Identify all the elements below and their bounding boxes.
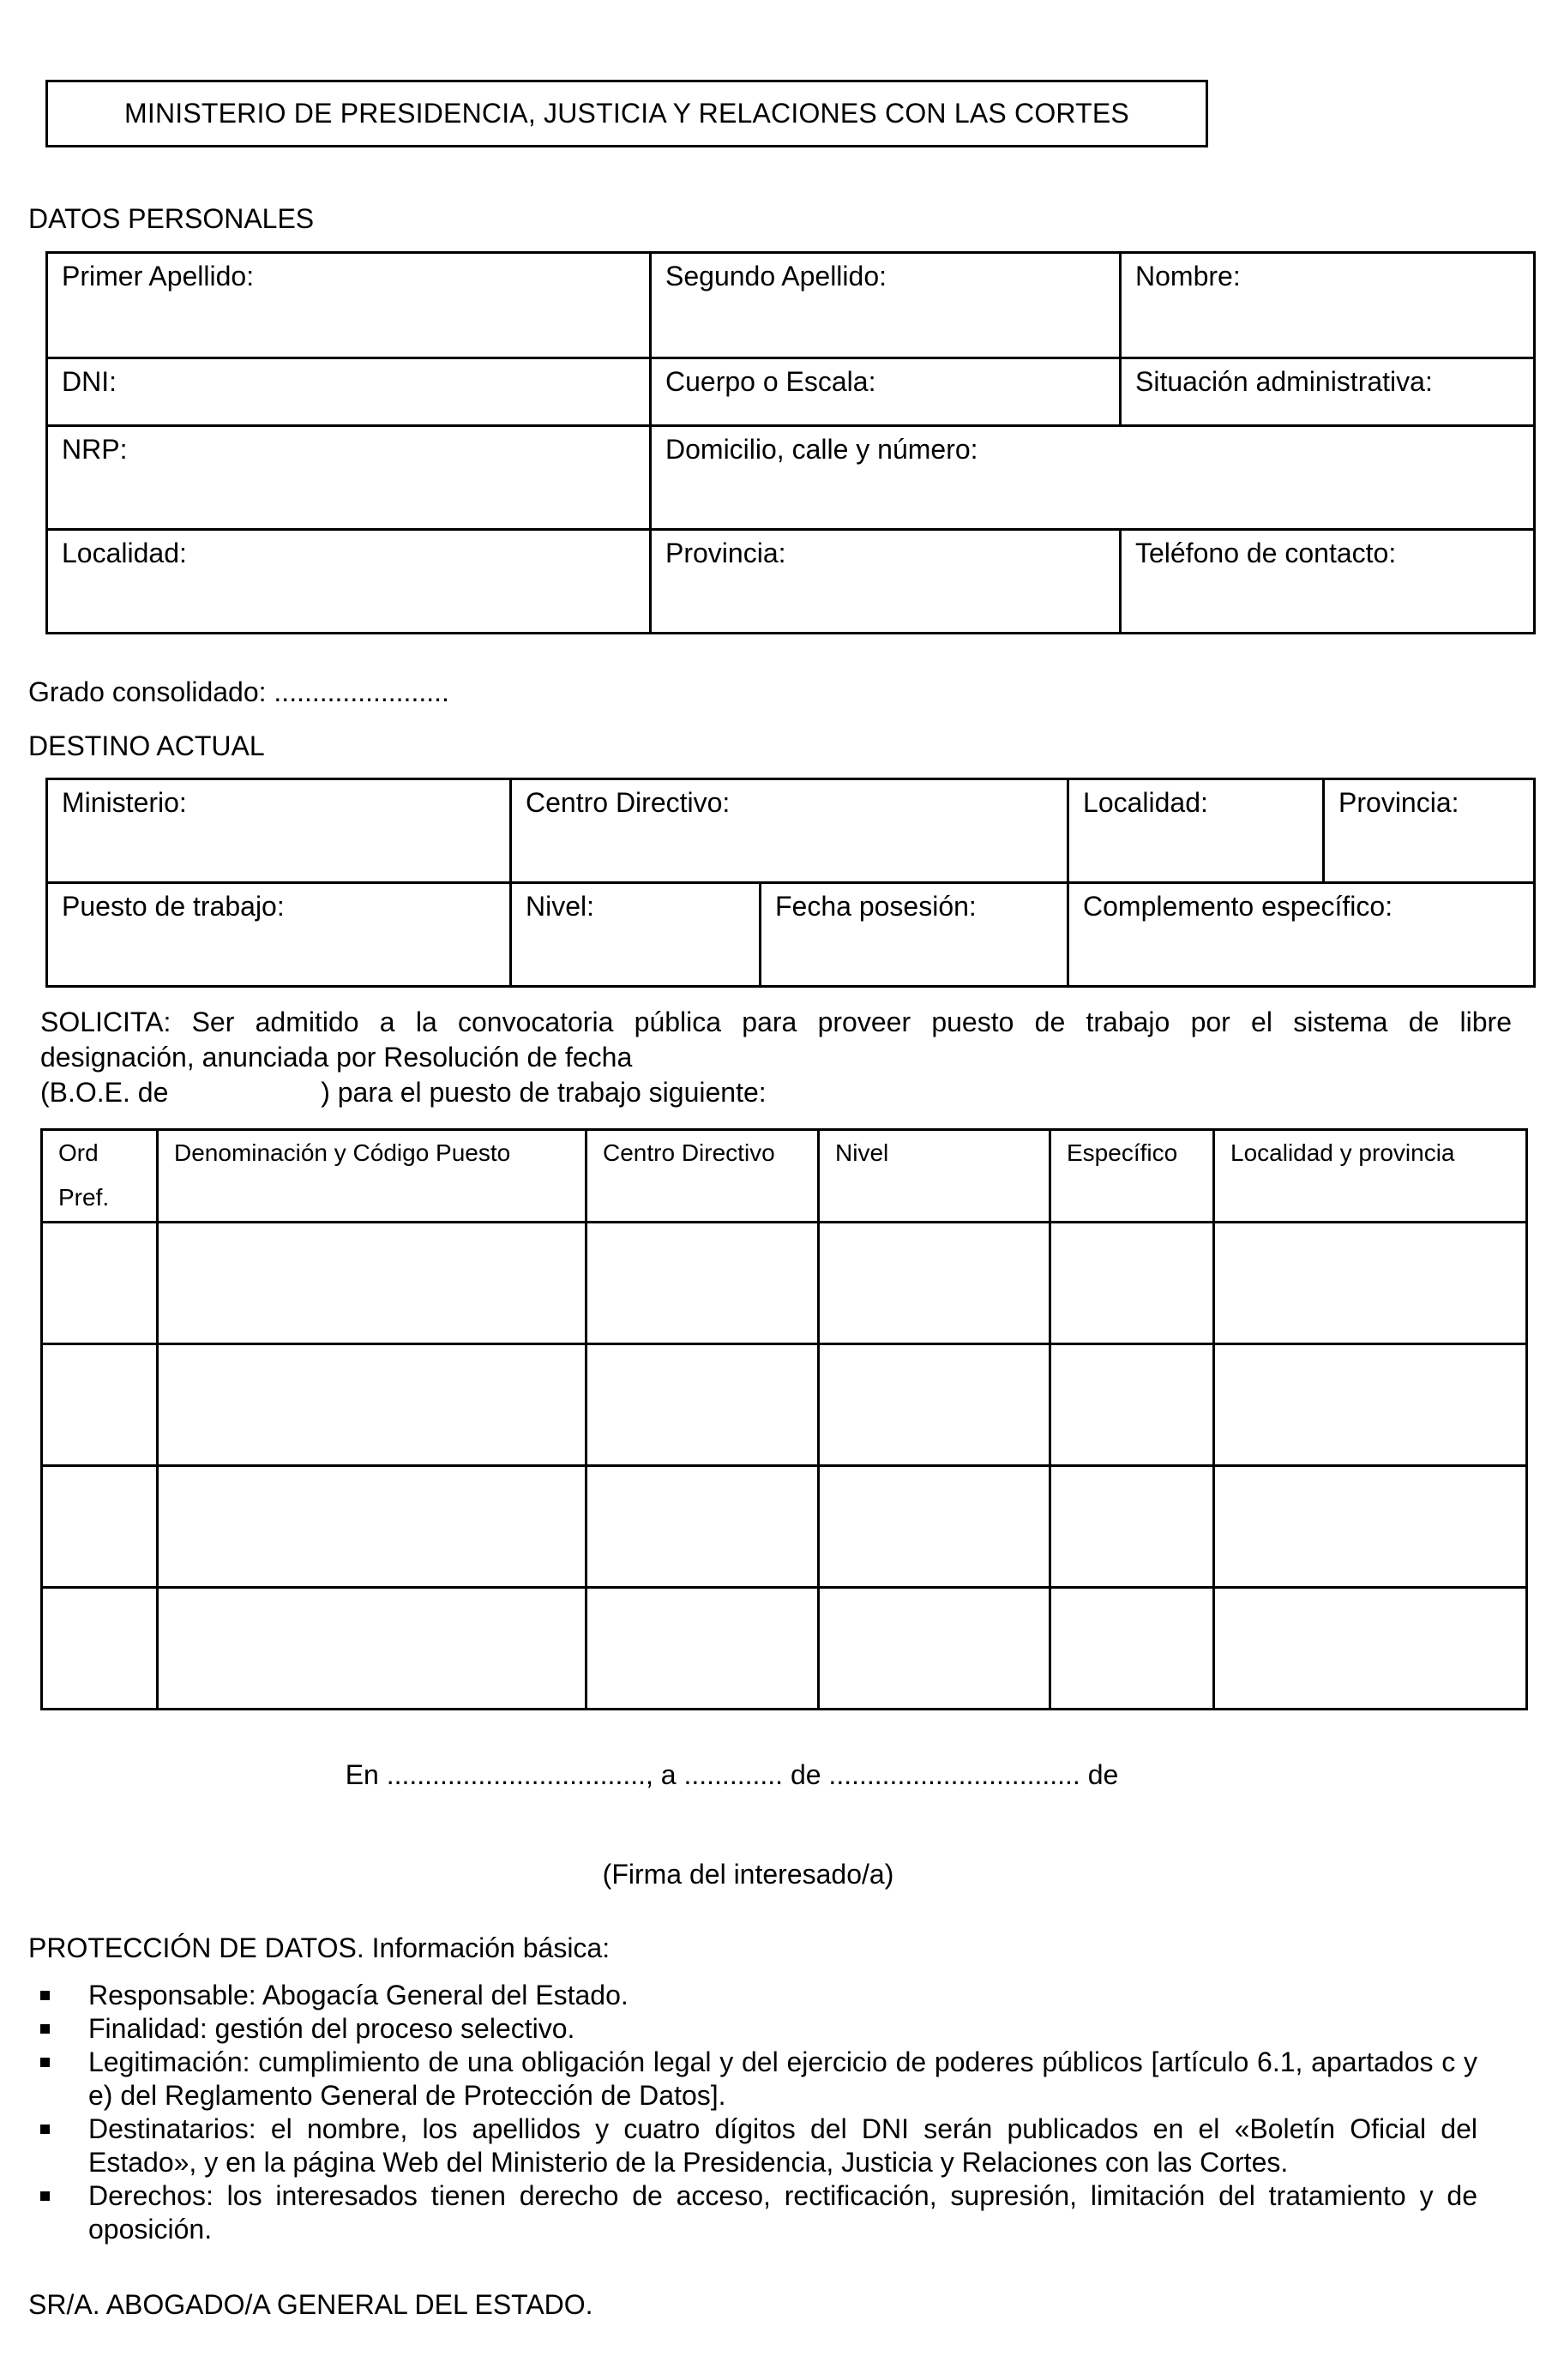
destino-localidad-label: Localidad: (1083, 787, 1208, 818)
cuerpo-escala-field[interactable] (651, 358, 1121, 426)
especifico-cell[interactable] (1050, 1344, 1214, 1466)
col-nivel-label: Nivel (835, 1139, 889, 1166)
col-nivel (819, 1130, 1050, 1223)
grado-consolidado: Grado consolidado: ....................... (28, 676, 449, 707)
localidad-label: Localidad: (62, 538, 187, 568)
telefono-label: Teléfono de contacto: (1135, 538, 1397, 568)
domicilio-label: Domicilio, calle y número: (665, 434, 978, 465)
localidad-cell[interactable] (1214, 1466, 1527, 1588)
table-row (42, 1223, 1527, 1344)
provincia-field[interactable] (651, 530, 1121, 634)
nivel-field[interactable] (511, 883, 761, 987)
list-item (28, 2113, 1477, 2179)
col-denominacion (158, 1130, 587, 1223)
nombre-field[interactable] (1121, 253, 1535, 358)
localidad-cell[interactable] (1214, 1223, 1527, 1344)
list-item (28, 2012, 1477, 2046)
col-localidad-provincia (1214, 1130, 1527, 1223)
ministry-header (45, 80, 1208, 147)
complemento-especifico-field[interactable] (1068, 883, 1535, 987)
col-especifico (1050, 1130, 1214, 1223)
table-row (42, 1588, 1527, 1710)
nombre-label: Nombre: (1135, 261, 1241, 291)
localidad-cell[interactable] (1214, 1588, 1527, 1710)
ord-label: Ord (58, 1139, 99, 1166)
destino-actual-heading: DESTINO ACTUAL (28, 730, 265, 761)
bullet-icon (40, 2024, 50, 2034)
complemento-especifico-label: Complemento específico: (1083, 891, 1393, 922)
bullet-icon (40, 2058, 50, 2067)
finalidad-text: Finalidad: gestión del proceso selectivo. (88, 2013, 575, 2044)
segundo-apellido-field[interactable] (651, 253, 1121, 358)
col-centro-label: Centro Directivo (603, 1139, 775, 1166)
denominacion-cell[interactable] (158, 1466, 587, 1588)
posts-header-row (42, 1130, 1527, 1223)
table-row (42, 1344, 1527, 1466)
col-ord-pref (42, 1130, 158, 1223)
ord-cell[interactable] (42, 1588, 158, 1710)
solicita-line-3: (B.O.E. de ) para el puesto de trabajo siguiente: (40, 1077, 767, 1108)
signature-caption: (Firma del interesado/a) (602, 1859, 894, 1890)
primer-apellido-label: Primer Apellido: (62, 261, 255, 291)
solicita-paragraph (40, 1005, 1512, 1110)
cuerpo-escala-label: Cuerpo o Escala: (665, 366, 876, 397)
list-item (28, 2046, 1477, 2113)
destino-localidad-field[interactable] (1068, 779, 1324, 883)
centro-directivo-field[interactable] (511, 779, 1068, 883)
bullet-icon (40, 2125, 50, 2134)
nivel-label: Nivel: (526, 891, 595, 922)
nivel-cell[interactable] (819, 1223, 1050, 1344)
localidad-field[interactable] (47, 530, 651, 634)
ministry-title: MINISTERIO DE PRESIDENCIA, JUSTICIA Y RELACIONES CON LAS CORTES (124, 98, 1129, 129)
personal-data-table (45, 251, 1536, 634)
primer-apellido-field[interactable] (47, 253, 651, 358)
nivel-cell[interactable] (819, 1588, 1050, 1710)
especifico-cell[interactable] (1050, 1588, 1214, 1710)
personal-data-heading: DATOS PERSONALES (28, 203, 315, 234)
list-item (28, 2179, 1477, 2246)
nrp-label: NRP: (62, 434, 128, 465)
table-row (42, 1466, 1527, 1588)
solicita-line-1: SOLICITA: Ser admitido a la convocatoria pública para proveer puesto de trabajo por el sistema de libre (40, 1007, 1512, 1037)
dni-label: DNI: (62, 366, 117, 397)
pref-label: Pref. (58, 1184, 110, 1211)
destinatarios-text: Destinatarios: el nombre, los apellidos y cuatro dígitos del DNI serán publicados en el «Boletín Oficial del Estado», y en la página Web del Ministerio de la Presidencia, Justicia y Relaciones con las Cortes. (88, 2113, 1477, 2178)
nivel-cell[interactable] (819, 1466, 1050, 1588)
telefono-field[interactable] (1121, 530, 1535, 634)
centro-cell[interactable] (587, 1344, 819, 1466)
especifico-cell[interactable] (1050, 1466, 1214, 1588)
segundo-apellido-label: Segundo Apellido: (665, 261, 887, 291)
nivel-cell[interactable] (819, 1344, 1050, 1466)
centro-cell[interactable] (587, 1588, 819, 1710)
ord-cell[interactable] (42, 1466, 158, 1588)
responsable-text: Responsable: Abogacía General del Estado. (88, 1980, 629, 2010)
dni-field[interactable] (47, 358, 651, 426)
localidad-cell[interactable] (1214, 1344, 1527, 1466)
puesto-trabajo-label: Puesto de trabajo: (62, 891, 285, 922)
denominacion-cell[interactable] (158, 1588, 587, 1710)
centro-cell[interactable] (587, 1466, 819, 1588)
col-denominacion-label: Denominación y Código Puesto (174, 1139, 511, 1166)
nrp-field[interactable] (47, 426, 651, 530)
proteccion-datos-list (28, 1979, 1477, 2246)
fecha-posesion-label: Fecha posesión: (775, 891, 977, 922)
addressee: SR/A. ABOGADO/A GENERAL DEL ESTADO. (28, 2289, 593, 2320)
destino-table (45, 778, 1536, 988)
fecha-posesion-field[interactable] (761, 883, 1068, 987)
centro-directivo-label: Centro Directivo: (526, 787, 731, 818)
ord-cell[interactable] (42, 1344, 158, 1466)
bullet-icon (40, 1991, 50, 2000)
col-especifico-label: Específico (1067, 1139, 1178, 1166)
place-date-line: En .................................., a ............. de ................................. de (345, 1759, 1119, 1790)
posts-table (40, 1128, 1528, 1710)
centro-cell[interactable] (587, 1223, 819, 1344)
puesto-trabajo-field[interactable] (47, 883, 511, 987)
especifico-cell[interactable] (1050, 1223, 1214, 1344)
domicilio-field[interactable] (651, 426, 1535, 530)
bullet-icon (40, 2191, 50, 2201)
list-item (28, 1979, 1477, 2012)
denominacion-cell[interactable] (158, 1223, 587, 1344)
situacion-field[interactable] (1121, 358, 1535, 426)
derechos-text: Derechos: los interesados tienen derecho de acceso, rectificación, supresión, limitación del tratamiento y de oposición. (88, 2180, 1477, 2245)
legitimacion-text: Legitimación: cumplimiento de una obligación legal y del ejercicio de poderes públicos [artículo 6.1, apartados c y e) del Reglamento General de Protección de Datos]. (88, 2046, 1477, 2111)
destino-provincia-label: Provincia: (1338, 787, 1459, 818)
col-centro-directivo (587, 1130, 819, 1223)
ministerio-label: Ministerio: (62, 787, 187, 818)
col-localidad-label: Localidad y provincia (1230, 1139, 1455, 1166)
solicita-line-2: designación, anunciada por Resolución de fecha (40, 1042, 633, 1073)
ord-cell[interactable] (42, 1223, 158, 1344)
ministerio-field[interactable] (47, 779, 511, 883)
situacion-label: Situación administrativa: (1135, 366, 1433, 397)
destino-provincia-field[interactable] (1324, 779, 1535, 883)
provincia-label: Provincia: (665, 538, 786, 568)
denominacion-cell[interactable] (158, 1344, 587, 1466)
proteccion-datos-heading: PROTECCIÓN DE DATOS. Información básica: (28, 1932, 611, 1963)
